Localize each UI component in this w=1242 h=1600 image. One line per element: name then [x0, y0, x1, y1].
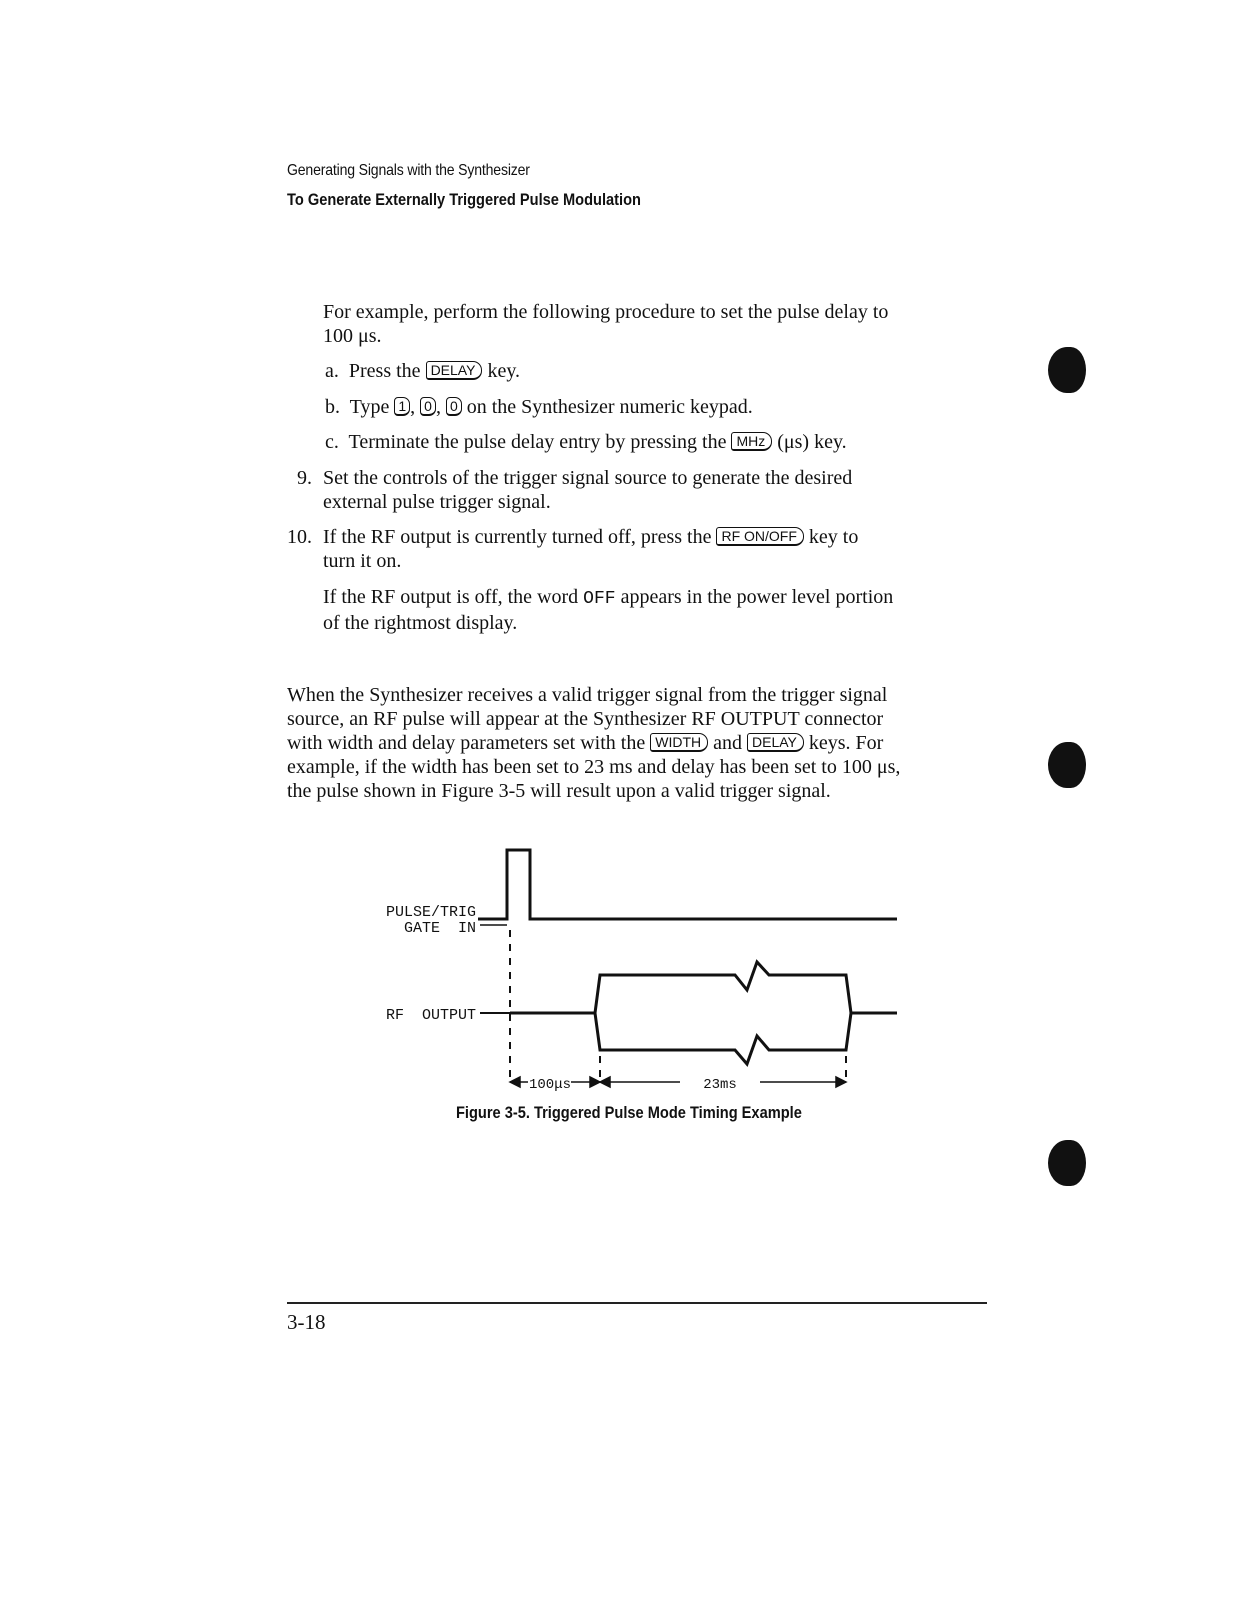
rf-output-label: RF OUTPUT [385, 1007, 476, 1024]
mhz-key: MHz [731, 432, 772, 451]
gate-in-label: GATE IN [403, 920, 476, 937]
rf-envelope-top [595, 962, 851, 1013]
page-number: 3-18 [287, 1310, 326, 1334]
width-arrow-right [836, 1077, 846, 1087]
rf-envelope-bottom [595, 1013, 851, 1064]
off-note: If the RF output is off, the word OFF appears in the power level portion of the rightmost display. [323, 586, 894, 634]
substep-c: c. Terminate the pulse delay entry by pressing the MHz (μs) key. [325, 431, 847, 453]
margin-marker [1048, 742, 1086, 788]
delay-arrow-left [510, 1077, 520, 1087]
rf-on-off-key: RF ON/OFF [716, 527, 803, 546]
timing-diagram [360, 840, 920, 1100]
running-header-section: To Generate Externally Triggered Pulse Modulation [287, 190, 641, 209]
pulse-trig-label: PULSE/TRIG [385, 904, 476, 921]
figure-caption: Figure 3-5. Triggered Pulse Mode Timing Example [456, 1103, 802, 1122]
running-header-chapter: Generating Signals with the Synthesizer [287, 162, 530, 179]
digit-0-key: 0 [446, 397, 462, 416]
step-9: 9. Set the controls of the trigger signal source to generate the desired external pulse trigger signal. [297, 467, 853, 513]
delay-dimension-label: 100μs [528, 1077, 572, 1093]
footer-rule [287, 1302, 987, 1304]
width-key: WIDTH [650, 733, 708, 752]
step-10: 10. If the RF output is currently turned off, press the RF ON/OFF key to turn it on. [287, 526, 859, 572]
delay-key: DELAY [426, 361, 483, 380]
substep-a: a. Press the DELAY key. [325, 360, 521, 382]
result-paragraph: When the Synthesizer receives a valid trigger signal from the trigger signal source, an RF pulse will appear at the Synthesizer RF OUTPUT connector with width and delay parameters set with the WIDTH and DELAY keys. For example, if the width has been set to 23 ms and delay has been set to 100 μs, the pulse shown in Figure 3-5 will result upon a valid trigger signal. [287, 684, 901, 802]
digit-1-key: 1 [394, 397, 410, 416]
margin-marker [1048, 347, 1086, 393]
digit-0-key: 0 [420, 397, 436, 416]
margin-marker [1048, 1140, 1086, 1186]
width-arrow-left [600, 1077, 610, 1087]
delay-key: DELAY [747, 733, 804, 752]
trigger-waveform [478, 850, 897, 919]
intro-text: For example, perform the following procedure to set the pulse delay to 100 μs. [323, 301, 889, 347]
width-dimension-label: 23ms [703, 1077, 737, 1093]
substep-b: b. Type 1 , 0 , 0 on the Synthesizer numeric keypad. [325, 396, 753, 418]
